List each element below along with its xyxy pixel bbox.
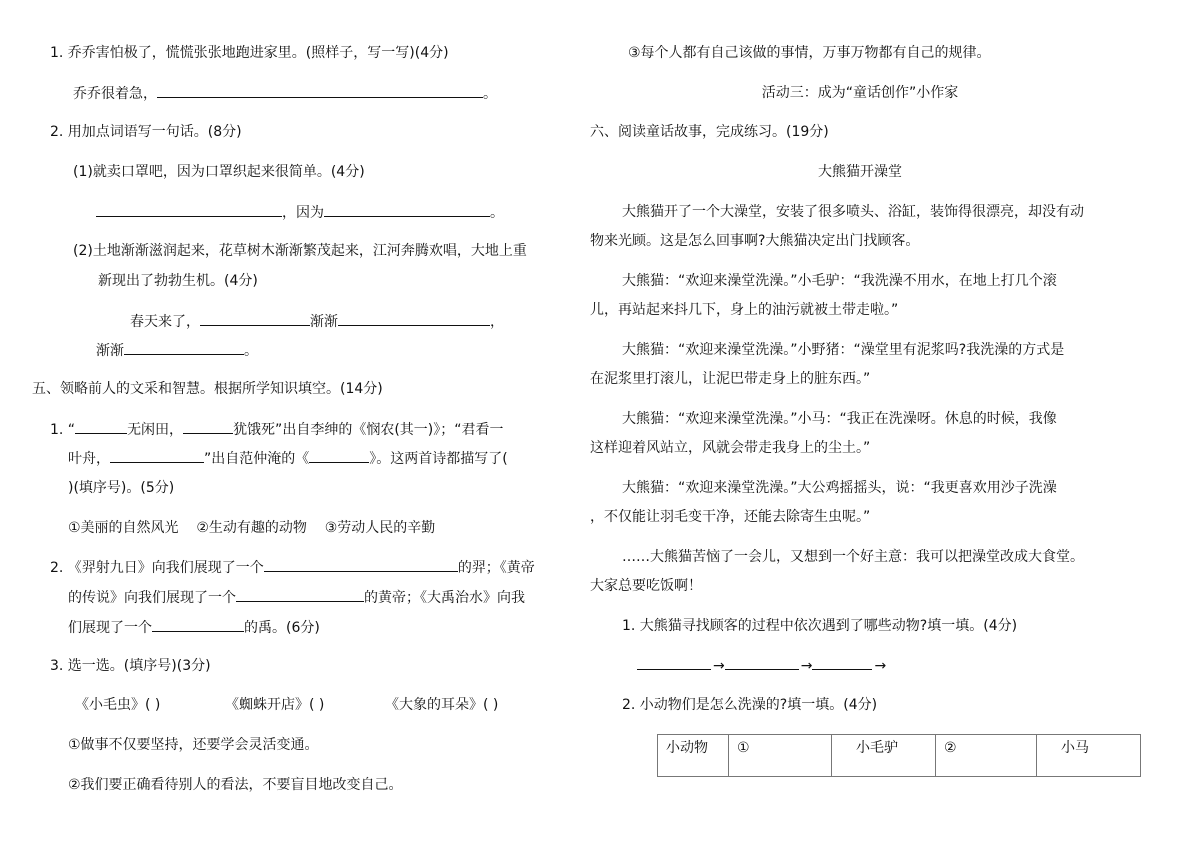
- s5-q3-item-3: 《大象的耳朵》( ): [385, 697, 499, 713]
- s6-q1-prompt: 1. 大熊猫寻找顾客的过程中依次遇到了哪些动物?填一填。(4分): [622, 618, 1018, 634]
- s6-q1-blank-3[interactable]: [812, 655, 872, 670]
- s5-q2-blank-2[interactable]: [236, 587, 364, 602]
- q2-sub2-line1: (2)土地渐渐滋润起来，花草树木渐渐繁茂起来，江河奔腾欢唱，大地上重: [73, 243, 527, 259]
- q2-sub2-blank-b[interactable]: [338, 311, 490, 326]
- section5-title: 五、领略前人的文采和智慧。根据所学知识填空。(14分): [32, 381, 383, 397]
- table-cell-3[interactable]: ②: [936, 735, 1037, 777]
- q1-prefix: 乔乔很着急，: [73, 86, 157, 102]
- s5-q2-t5: 们展现了一个: [68, 620, 152, 636]
- story-p1-line2: 物来光顾。这是怎么回事啊?大熊猫决定出门找顾客。: [590, 233, 920, 249]
- story-p2-line2: 儿，再站起来抖几下，身上的油污就被土带走啦。”: [590, 302, 899, 318]
- story-p6-line2: 大家总要吃饭啊！: [590, 578, 702, 594]
- s5-q1-blank-3[interactable]: [110, 448, 204, 463]
- s5-q2-t3: 的传说》向我们展现了一个: [68, 590, 236, 606]
- s5-q1-line2: [68, 448, 508, 469]
- q2-sub1-blank-a[interactable]: [96, 202, 282, 217]
- q2-sub1-end: 。: [490, 205, 504, 221]
- s5-q1-t1: 1. “: [50, 422, 76, 438]
- s5-q1-options: ①美丽的自然风光 ②生动有趣的动物 ③劳动人民的辛勤: [68, 520, 436, 536]
- q2-sub2-answer-2: [96, 340, 258, 361]
- q2-sub2-text-a: 春天来了，: [130, 314, 200, 330]
- story-p3-line1: 大熊猫：“欢迎来澡堂洗澡。”小野猪：“澡堂里有泥浆吗?我洗澡的方式是: [622, 342, 1065, 358]
- q2-sub2-line2: 新现出了勃勃生机。(4分): [98, 273, 258, 289]
- q1-prompt: 1. 乔乔害怕极了，慌慌张张地跑进家里。(照样子，写一写)(4分): [50, 45, 449, 61]
- s5-q3-title: 3. 选一选。(填序号)(3分): [50, 658, 211, 674]
- s6-q1-blank-2[interactable]: [725, 655, 799, 670]
- s5-q3-option-3: ③每个人都有自己该做的事情，万事万物都有自己的规律。: [628, 45, 991, 61]
- s5-q1-blank-4[interactable]: [309, 448, 369, 463]
- story-p3-line2: 在泥浆里打滚儿，让泥巴带走身上的脏东西。”: [590, 371, 871, 387]
- table-row: [658, 735, 1141, 777]
- s5-q2-t4: 的黄帝；《大禹治水》向我: [364, 590, 525, 606]
- q2-sub1: (1)就卖口罩吧，因为口罩织起来很简单。(4分): [73, 164, 365, 180]
- q2-sub2-text-c: ，: [490, 314, 504, 330]
- story-p2-line1: 大熊猫：“欢迎来澡堂洗澡。”小毛驴：“我洗澡不用水，在地上打几个滚: [622, 273, 1057, 289]
- story-p5-line2: ，不仅能让羽毛变干净，还能去除寄生虫呢。”: [590, 509, 871, 525]
- s5-q1-t3: 犹饿死”出自李绅的《悯农(其一)》；“君看一: [233, 422, 504, 438]
- s6-q1-blank-1[interactable]: [637, 655, 711, 670]
- s6-q2-prompt: 2. 小动物们是怎么洗澡的?填一填。(4分): [622, 697, 878, 713]
- s5-q1-line3: )(填序号)。(5分): [68, 480, 175, 496]
- table-cell-1[interactable]: ①: [729, 735, 832, 777]
- s5-q2-blank-1[interactable]: [264, 557, 458, 572]
- bathing-table: [657, 734, 1141, 777]
- s5-q1-t6: 》。这两首诗都描写了(: [369, 451, 508, 467]
- q1-blank[interactable]: [157, 83, 483, 98]
- arrow-icon: →: [800, 658, 813, 674]
- activity3-title: 活动三：成为“童话创作”小作家: [761, 85, 959, 101]
- s5-q1-t5: ”出自范仲淹的《: [204, 451, 310, 467]
- q2-sub1-answer: [96, 202, 504, 223]
- s5-q2-line2: [68, 587, 525, 608]
- q2-sub2-answer-1: [130, 311, 504, 332]
- section6-title: 六、阅读童话故事，完成练习。(19分): [590, 124, 829, 140]
- q2-sub2-blank-c[interactable]: [124, 340, 244, 355]
- story-p5-line1: 大熊猫：“欢迎来澡堂洗澡。”大公鸡摇摇头，说：“我更喜欢用沙子洗澡: [622, 480, 1057, 496]
- table-cell-header: 小动物: [658, 735, 729, 777]
- arrow-icon: →: [874, 658, 887, 674]
- q2-sub2-text-d: 渐渐: [96, 343, 124, 359]
- story-p1-line1: 大熊猫开了一个大澡堂，安装了很多喷头、浴缸，装饰得很漂亮，却没有动: [622, 204, 1084, 220]
- story-p4-line2: 这样迎着风站立，风就会带走我身上的尘土。”: [590, 440, 871, 456]
- q2-sub2-text-e: 。: [244, 343, 258, 359]
- arrow-icon: →: [713, 658, 725, 674]
- s6-q1-answer: [637, 655, 886, 676]
- s5-q2-t2: 的羿；《黄帝: [457, 560, 535, 576]
- s5-q3-item-1: 《小毛虫》( ): [75, 697, 161, 713]
- s5-q2-t1: 2. 《羿射九日》向我们展现了一个: [50, 560, 264, 576]
- q1-suffix: 。: [483, 86, 497, 102]
- q2-sub1-blank-b[interactable]: [324, 202, 490, 217]
- story-p6-line1: ……大熊猫苦恼了一会儿，又想到一个好主意：我可以把澡堂改成大食堂。: [622, 549, 1084, 565]
- story-title: 大熊猫开澡堂: [818, 164, 902, 180]
- s5-q2-blank-3[interactable]: [152, 617, 244, 632]
- s5-q2-line1: [50, 557, 535, 578]
- s5-q1-blank-2[interactable]: [183, 419, 233, 434]
- table-cell-4: 小马: [1037, 735, 1141, 777]
- s5-q1-t2: 无闲田，: [127, 422, 184, 438]
- table-cell-2: 小毛驴: [832, 735, 936, 777]
- q2-prompt: 2. 用加点词语写一句话。(8分): [50, 124, 242, 140]
- q1-answer-line: [73, 83, 497, 104]
- s5-q3-option-2: ②我们要正确看待别人的看法，不要盲目地改变自己。: [68, 777, 403, 793]
- q2-sub2-text-b: 渐渐: [310, 314, 338, 330]
- q2-sub2-blank-a[interactable]: [200, 311, 310, 326]
- s5-q1-t4: 叶舟，: [68, 451, 110, 467]
- s5-q3-item-2: 《蜘蛛开店》( ): [225, 697, 325, 713]
- s5-q1-line1: [50, 419, 504, 440]
- story-p4-line1: 大熊猫：“欢迎来澡堂洗澡。”小马：“我正在洗澡呀。休息的时候，我像: [622, 411, 1057, 427]
- s5-q3-option-1: ①做事不仅要坚持，还要学会灵活变通。: [68, 737, 319, 753]
- q2-sub1-mid: ，因为: [282, 205, 324, 221]
- s5-q2-line3: [68, 617, 320, 638]
- s5-q1-blank-1[interactable]: [75, 419, 127, 434]
- s5-q2-t6: 的禹。(6分): [244, 620, 320, 636]
